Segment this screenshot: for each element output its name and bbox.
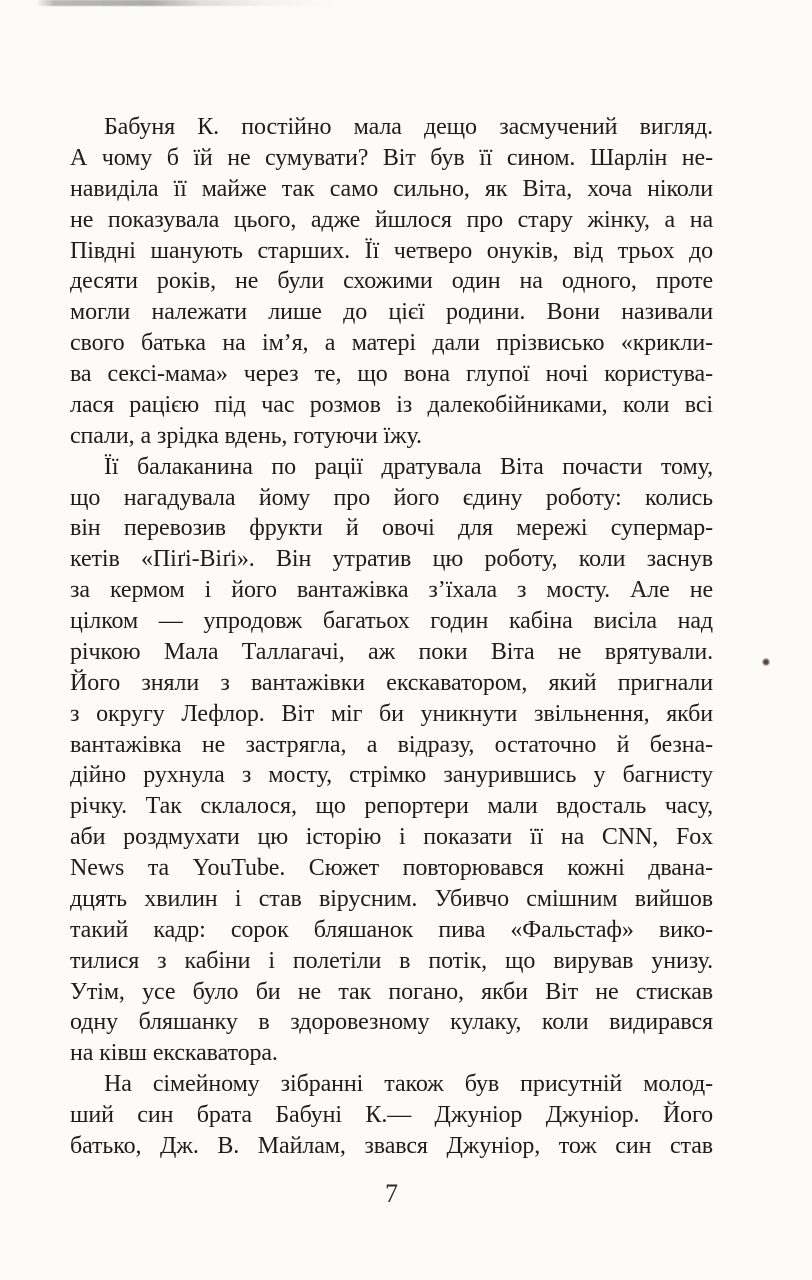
text-line: На сімейному зібранні також був присутній молод- [104, 1071, 713, 1098]
text-line: аби роздмухати цю історію і показати її на CNN, Fox [70, 824, 713, 851]
text-line: свого батька на ім’я, а матері дали прізвисько «крикли- [70, 330, 713, 357]
text-line: що нагадувала йому про його єдину роботу: колись [70, 484, 713, 511]
text-line: News та YouTube. Сюжет повторювався кожні двана- [70, 855, 713, 881]
text-line: А чому б їй не сумувати? Віт був її сином. Шарлін не- [70, 144, 713, 171]
text-line: цілком — упродовж багатьох годин кабіна висіла над [70, 608, 713, 634]
text-line: він перевозив фрукти й овочі для мережі супермар- [70, 515, 713, 542]
text-line: десяти років, не були схожими один на одного, проте [70, 268, 713, 295]
text-line: дцять хвилин і став вірусним. Убивчо смішним вийшов [70, 885, 713, 912]
paragraph [70, 112, 713, 452]
text-line: спали, а зрідка вдень, готуючи їжу. [70, 422, 422, 449]
text-line: Бабуня К. постійно мала дещо засмучений вигляд. [104, 114, 713, 140]
text-line: на ківш екскаватора. [70, 1040, 278, 1067]
text-line: ший син брата Бабуні К.— Джуніор Джуніор. Його [70, 1102, 713, 1128]
text-line: з округу Лефлор. Віт міг би уникнути звільнення, якби [70, 700, 713, 727]
paragraph [70, 1069, 713, 1162]
text-line: річку. Так склалося, що репортери мали вдосталь часу, [70, 793, 713, 820]
text-line: навиділа її майже так само сильно, як Віта, хоча ніколи [70, 175, 713, 202]
text-line: тилися з кабіни і полетіли в потік, що вирував унизу. [70, 947, 713, 974]
text-line: такий кадр: сорок бляшанок пива «Фальстаф» вико- [70, 916, 713, 943]
ink-speck [762, 658, 770, 666]
text-block [70, 112, 713, 1162]
page-number: 7 [385, 1179, 398, 1208]
text-line: Утім, усе було би не так погано, якби Віт не стискав [70, 978, 713, 1005]
text-line: кетів «Піґі-Віґі». Він утратив цю роботу, коли заснув [70, 546, 713, 573]
text-line: річкою Мала Таллагачі, аж поки Віта не врятували. [70, 638, 713, 665]
text-line: батько, Дж. В. Майлам, звався Джуніор, тож син став [70, 1132, 713, 1159]
text-line: Півдні шанують старших. Її четверо онуків, від трьох до [70, 237, 713, 264]
text-line: Його зняли з вантажівки екскаватором, який пригнали [70, 669, 713, 696]
text-line: могли належати лише до цієї родини. Вони називали [70, 299, 713, 326]
scan-artifact-streak [36, 0, 336, 6]
paragraph [70, 452, 713, 1070]
text-line: Її балаканина по рації дратувала Віта почасти тому, [104, 453, 713, 480]
text-line: вантажівка не застрягла, а відразу, остаточно й безна- [70, 731, 713, 758]
text-line: одну бляшанку в здоровезному кулаку, коли видирався [70, 1009, 713, 1036]
text-line: за кермом і його вантажівка з’їхала з мосту. Але не [70, 577, 713, 604]
text-line: ва сексі-мама» через те, що вона глупої ночі користува- [70, 361, 713, 387]
text-line: лася рацією під час розмов із далекобійниками, коли всі [70, 391, 713, 418]
text-line: не показувала цього, адже йшлося про стару жінку, а на [70, 206, 713, 233]
text-line: дійно рухнула з мосту, стрімко занурившись у багнисту [70, 762, 713, 789]
